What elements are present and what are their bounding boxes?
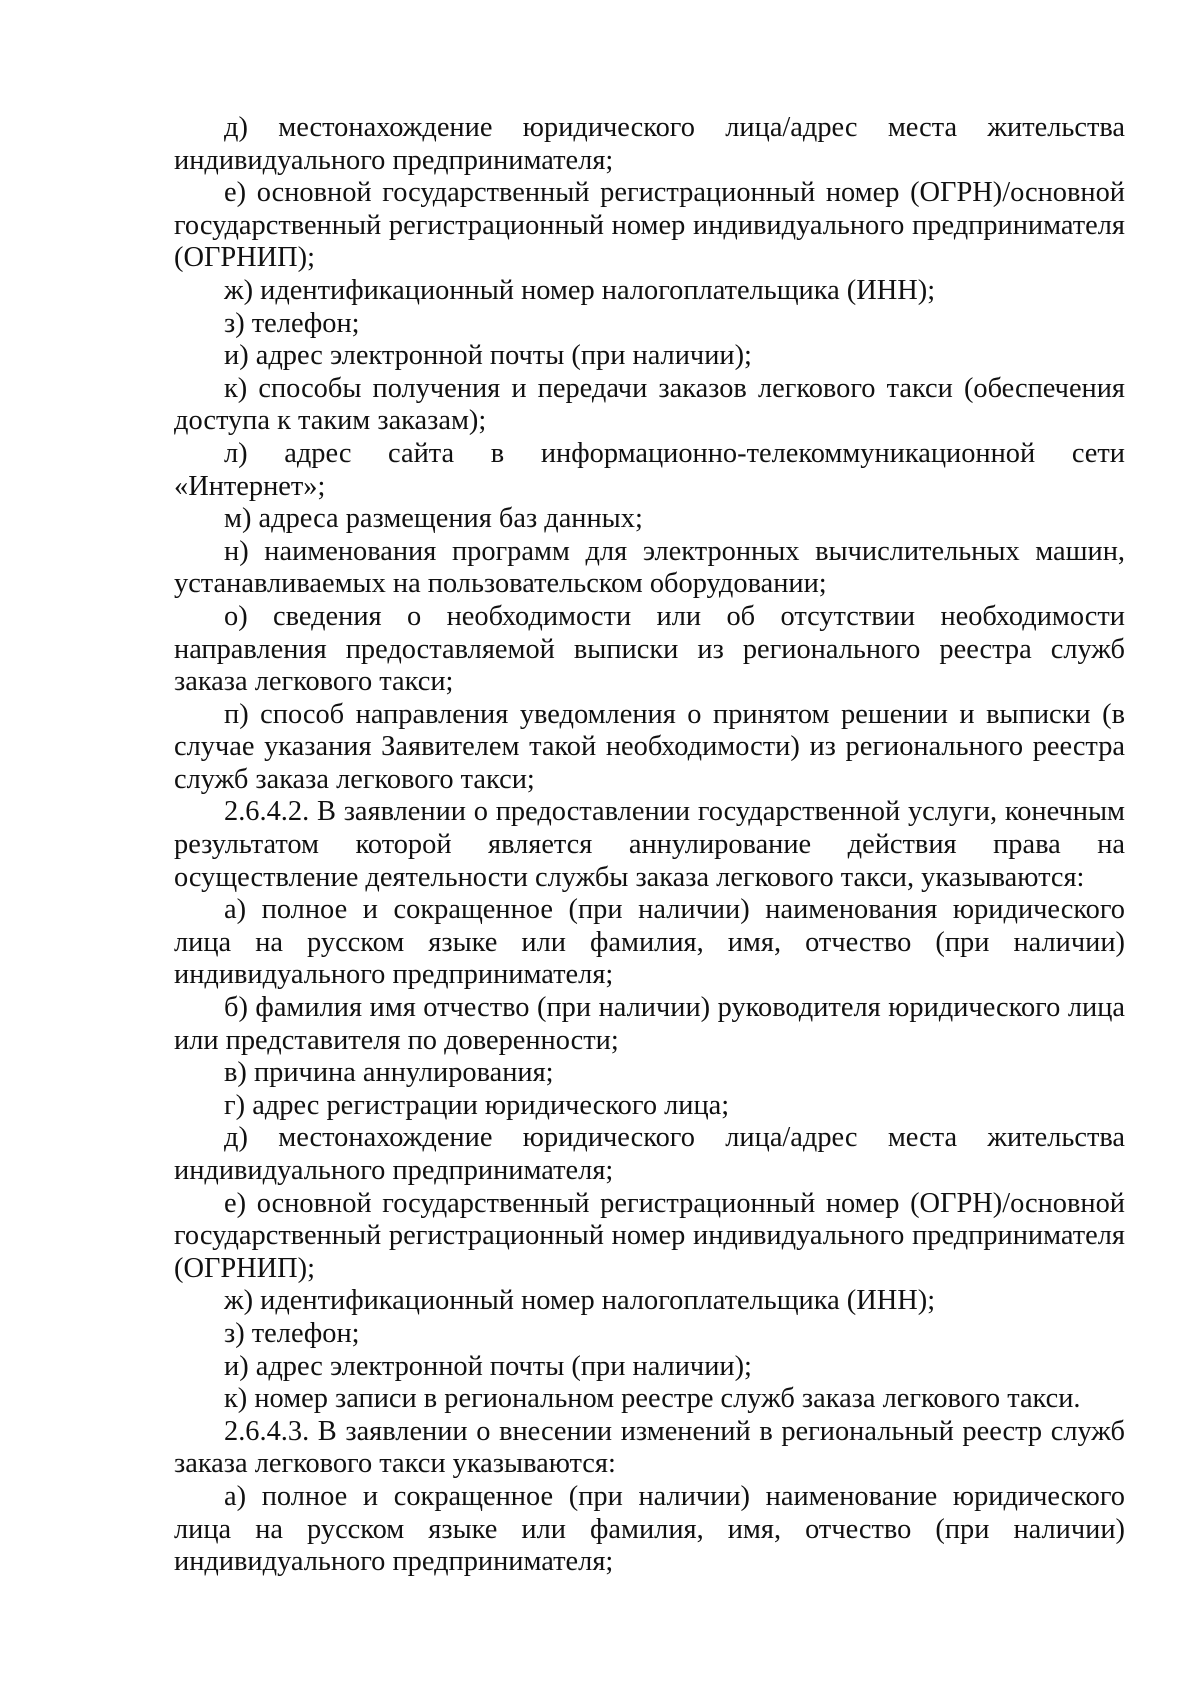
paragraph-z-phone: з) телефон; xyxy=(224,307,360,339)
paragraph-m-databases: м) адреса размещения баз данных; xyxy=(224,503,643,535)
paragraph-v-reason: в) причина аннулирования; xyxy=(224,1057,554,1089)
paragraph-b-director: б) фамилия имя отчество (при наличии) руководителя юридического лица или представителя по доверенности; xyxy=(174,992,1125,1056)
document-page xyxy=(174,112,1125,1579)
paragraph-n-programs: н) наименования программ для электронных вычислительных машин, устанавливаемых на пользовательском оборудовании; xyxy=(174,535,1125,600)
paragraph-a-name: а) полное и сокращенное (при наличии) наименования юридического лица на русском языке или фамилия, имя, отчество (при наличии) индивидуального предпринимателя; xyxy=(174,894,1125,991)
paragraph-k-record-number: к) номер записи в региональном реестре служб заказа легкового такси. xyxy=(224,1383,1081,1415)
paragraph-k-order-methods: к) способы получения и передачи заказов легкового такси (обеспечения доступа к таким заказам); xyxy=(174,372,1125,437)
paragraph-d-location-2: д) местонахождение юридического лица/адрес места жительства индивидуального предпринимателя; xyxy=(174,1122,1125,1186)
paragraph-o-extract-need: о) сведения о необходимости или об отсутствии необходимости направления предоставляемой выписки из регионального реестра служб заказа легкового такси; xyxy=(174,600,1125,698)
section-2-6-4-3: 2.6.4.3. В заявлении о внесении изменений в региональный реестр служб заказа легкового такси указываются: xyxy=(174,1415,1125,1480)
paragraph-z-phone-2: з) телефон; xyxy=(224,1317,360,1349)
paragraph-p-notification: п) способ направления уведомления о принятом решении и выписки (в случае указания Заявителем такой необходимости) из регионального реестра служб заказа легкового такси; xyxy=(174,698,1125,795)
paragraph-i-email: и) адрес электронной почты (при наличии); xyxy=(224,340,752,372)
paragraph-e-ogrn: е) основной государственный регистрационный номер (ОГРН)/основной государственный регистрационный номер индивидуального предпринимателя (ОГРНИП); xyxy=(174,177,1125,274)
paragraph-a-name-2: а) полное и сокращенное (при наличии) наименование юридического лица на русском языке или фамилия, имя, отчество (при наличии) индивидуального предпринимателя; xyxy=(174,1480,1125,1578)
paragraph-l-website: л) адрес сайта в информационно-телекоммуникационной сети «Интернет»; xyxy=(174,437,1125,502)
paragraph-g-registration: г) адрес регистрации юридического лица; xyxy=(224,1089,730,1121)
paragraph-d-location: д) местонахождение юридического лица/адрес места жительства индивидуального предпринимателя; xyxy=(174,112,1125,176)
section-2-6-4-2: 2.6.4.2. В заявлении о предоставлении государственной услуги, конечным результатом которой является аннулирование действия права на осуществление деятельности службы заказа легкового такси, указываются: xyxy=(174,796,1125,893)
paragraph-zh-inn: ж) идентификационный номер налогоплательщика (ИНН); xyxy=(224,274,936,306)
paragraph-i-email-2: и) адрес электронной почты (при наличии); xyxy=(224,1350,752,1382)
paragraph-zh-inn-2: ж) идентификационный номер налогоплательщика (ИНН); xyxy=(224,1285,936,1317)
paragraph-e-ogrn-2: е) основной государственный регистрационный номер (ОГРН)/основной государственный регистрационный номер индивидуального предпринимателя (ОГРНИП); xyxy=(174,1187,1125,1284)
